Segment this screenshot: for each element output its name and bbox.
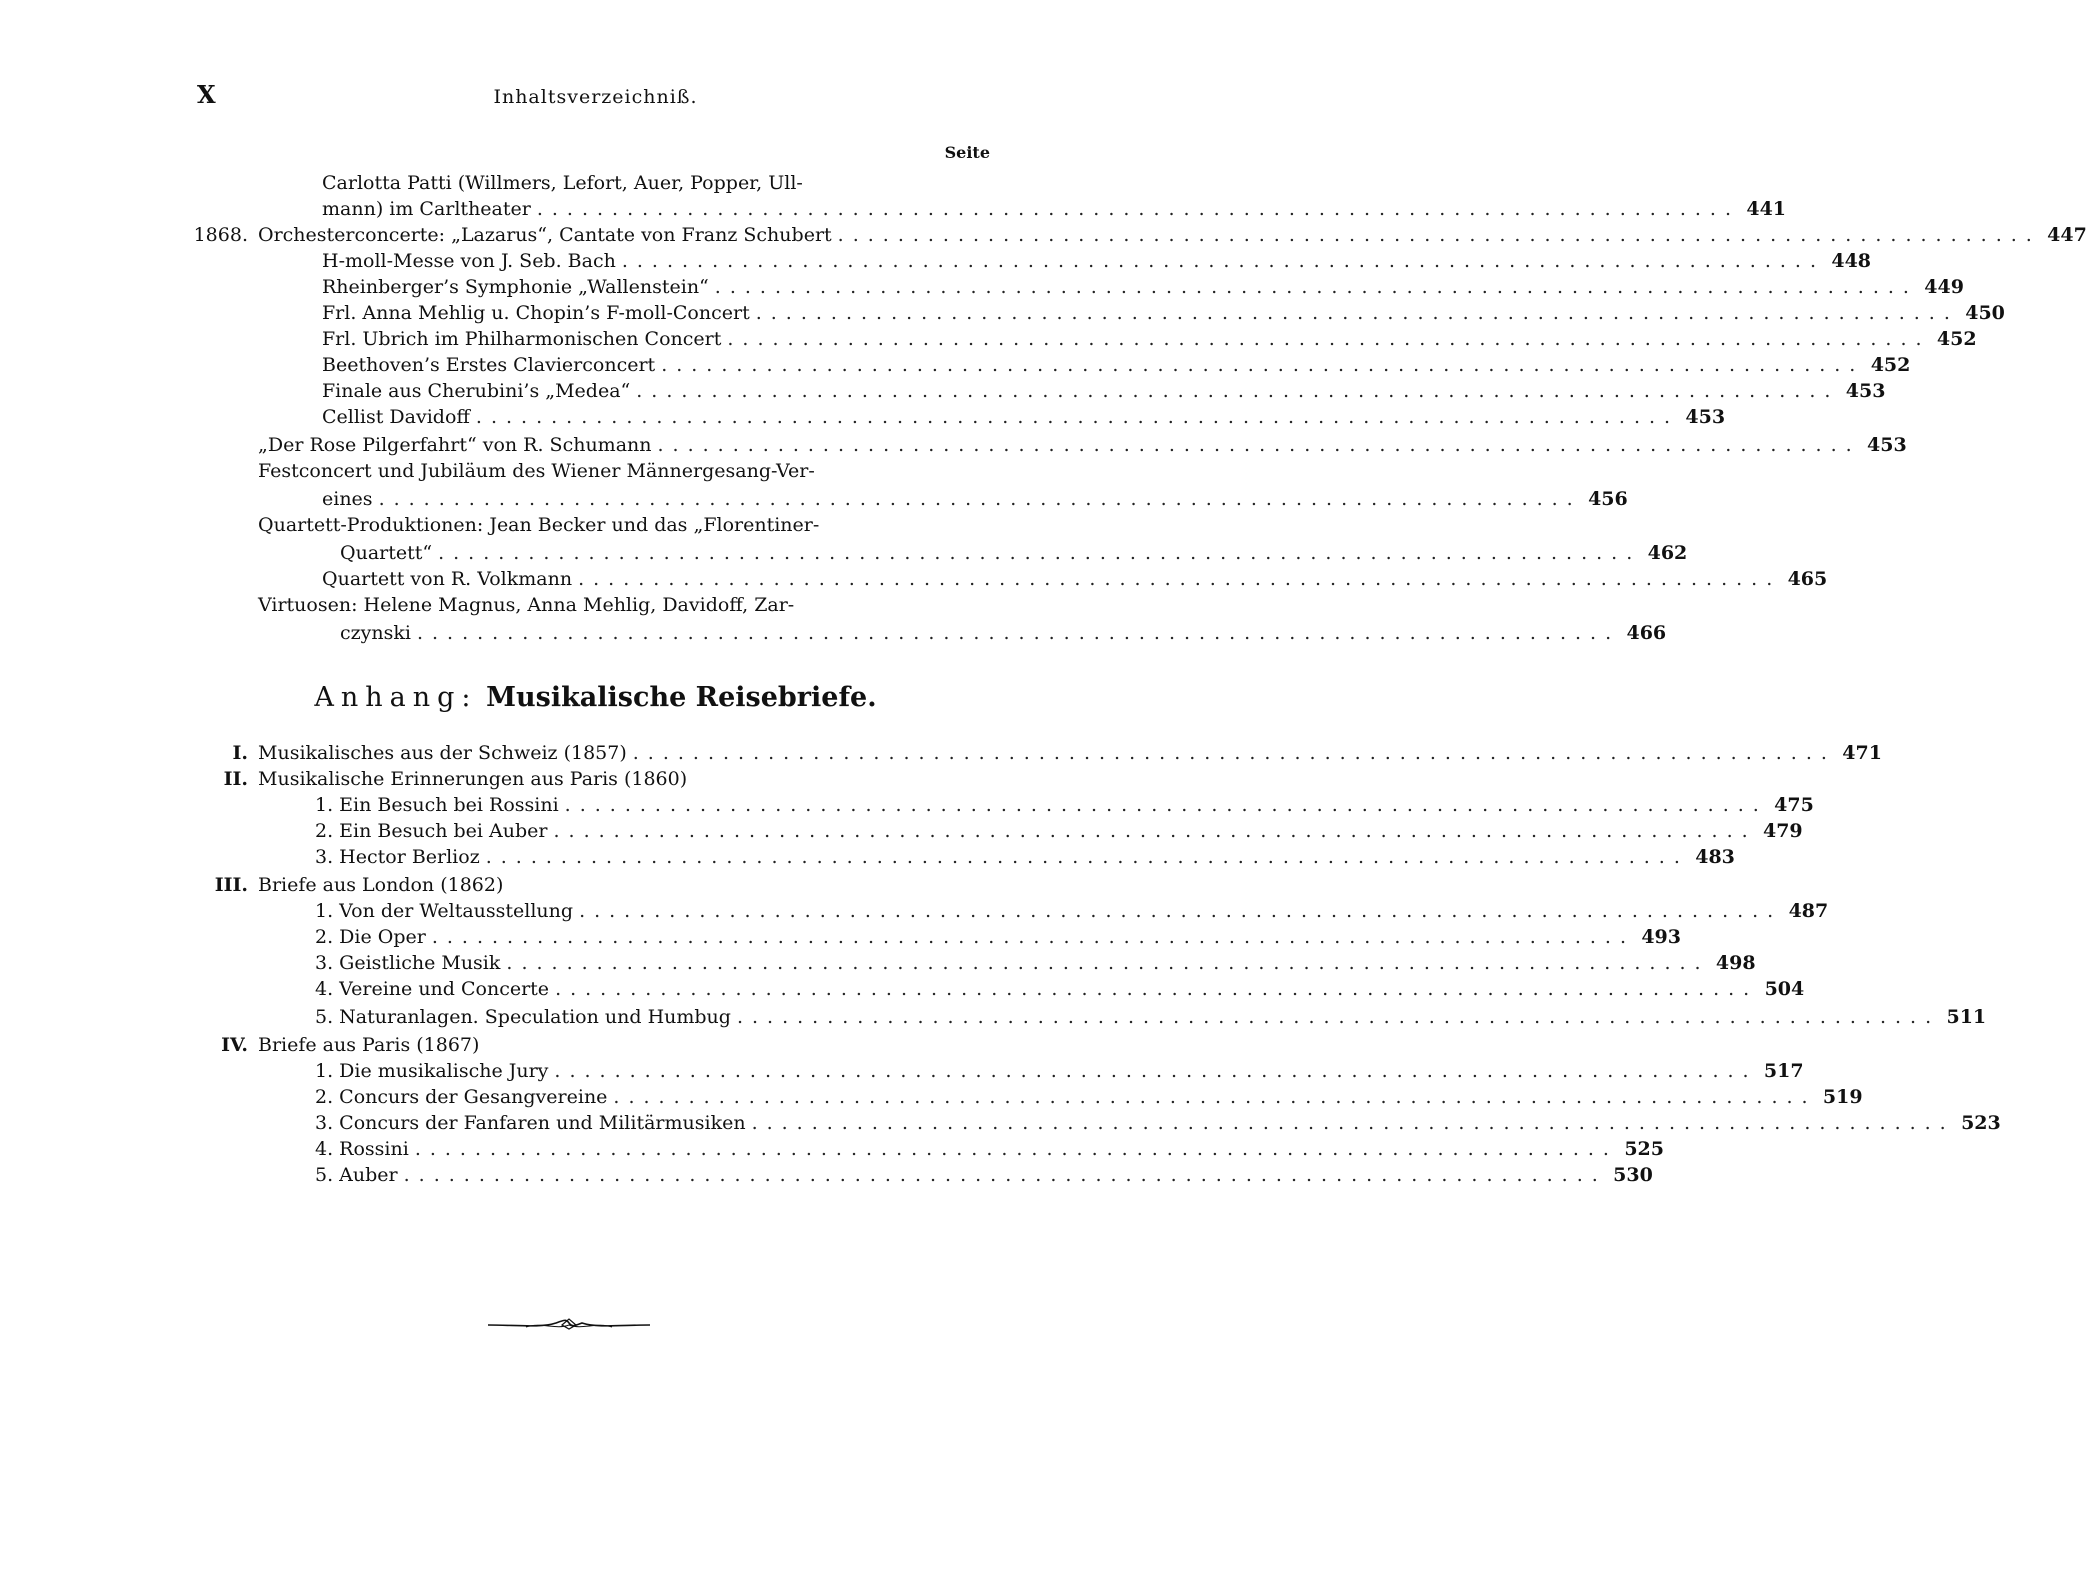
toc-entry xyxy=(322,404,1726,430)
toc-page-number: 471 xyxy=(1842,742,1882,764)
toc-entry-label: 3. Hector Berlioz xyxy=(315,846,480,868)
toc-entry xyxy=(340,540,1688,566)
toc-entry xyxy=(322,486,1628,512)
toc-entry-label: czynski xyxy=(340,622,411,644)
toc-entry xyxy=(315,1058,1804,1084)
toc-leader-dots: ................................................................................ xyxy=(579,900,1783,922)
appendix-heading xyxy=(0,682,1191,713)
toc-entry xyxy=(223,766,965,792)
toc-leader-dots: ................................................................................ xyxy=(553,820,1757,842)
toc-year: 1868. xyxy=(193,224,248,246)
toc-entry-label: Orchesterconcerte: „Lazarus“, Cantate von Franz Schubert xyxy=(258,224,832,246)
toc-entry xyxy=(315,950,1756,976)
toc-leader-dots: ................................................................................ xyxy=(378,488,1582,510)
toc-entry xyxy=(315,1162,1653,1188)
toc-entry-label: 2. Ein Besuch bei Auber xyxy=(315,820,548,842)
toc-page-number: 441 xyxy=(1746,198,1787,220)
ornament-divider-icon xyxy=(486,1314,652,1336)
toc-leader-dots: ................................................................................ xyxy=(837,224,2041,246)
toc-entry-label: Musikalisches aus der Schweiz (1857) xyxy=(258,742,627,764)
toc-entry-label: 1. Die musikalische Jury xyxy=(315,1060,549,1082)
toc-entry xyxy=(322,170,965,196)
toc-entry-label: Briefe aus London (1862) xyxy=(258,874,504,896)
toc-entry-label: 2. Concurs der Gesangvereine xyxy=(315,1086,608,1108)
toc-entry xyxy=(232,740,1882,766)
toc-entry xyxy=(322,274,1964,300)
toc-entry-label: 3. Geistliche Musik xyxy=(315,952,501,974)
toc-entry xyxy=(315,844,1735,870)
toc-entry-label: 5. Auber xyxy=(315,1164,398,1186)
toc-entry-label: Frl. Anna Mehlig u. Chopin’s F-moll-Concert xyxy=(322,302,750,324)
toc-entry xyxy=(322,326,1977,352)
toc-entry-label: Musikalische Erinnerungen aus Paris (1860) xyxy=(258,768,688,790)
toc-page-number: 448 xyxy=(1831,250,1872,272)
toc-entry-label: Virtuosen: Helene Magnus, Anna Mehlig, Davidoff, Zar- xyxy=(258,594,795,616)
toc-entry xyxy=(315,792,1814,818)
toc-entry-label: mann) im Carltheater xyxy=(322,198,531,220)
toc-entry xyxy=(322,300,2005,326)
toc-entry-label: Briefe aus Paris (1867) xyxy=(258,1034,480,1056)
toc-leader-dots: ................................................................................ xyxy=(438,542,1642,564)
toc-leader-dots: ................................................................................ xyxy=(475,406,1680,428)
toc-leader-dots: ................................................................................ xyxy=(621,250,1826,272)
toc-page-number: 511 xyxy=(1946,1006,1987,1028)
toc-page-number: 450 xyxy=(1965,302,2005,324)
toc-entry xyxy=(315,976,1805,1002)
toc-entry xyxy=(221,1032,965,1058)
toc-page-number: 449 xyxy=(1924,276,1964,298)
toc-page-number: 479 xyxy=(1762,820,1803,842)
toc-entry xyxy=(258,432,1907,458)
toc-entry xyxy=(258,592,965,618)
toc-entry-label: Quartett von R. Volkmann xyxy=(322,568,573,590)
toc-page-number: 517 xyxy=(1763,1060,1804,1082)
toc-entry-label: „Der Rose Pilgerfahrt“ von R. Schumann xyxy=(258,434,652,456)
toc-entry-label: Quartett-Produktionen: Jean Becker und das „Florentiner- xyxy=(258,514,820,536)
toc-entry xyxy=(315,924,1681,950)
toc-entry xyxy=(258,512,965,538)
toc-entry xyxy=(322,248,1872,274)
toc-entry-label: 2. Die Oper xyxy=(315,926,426,948)
toc-page-number: 498 xyxy=(1715,952,1756,974)
toc-entry xyxy=(322,196,1787,222)
toc-page-number: 487 xyxy=(1788,900,1829,922)
toc-leader-dots: ................................................................................ xyxy=(613,1086,1817,1108)
toc-entry xyxy=(193,222,2087,248)
toc-page-number: 452 xyxy=(1936,328,1977,350)
toc-leader-dots: ................................................................................ xyxy=(485,846,1689,868)
toc-page-number: 456 xyxy=(1588,488,1628,510)
toc-leader-dots: ................................................................................ xyxy=(727,328,1931,350)
toc-leader-dots: ................................................................................ xyxy=(751,1112,1955,1134)
toc-leader-dots: ................................................................................ xyxy=(661,354,1865,376)
toc-leader-dots: ................................................................................ xyxy=(554,1060,1758,1082)
toc-roman-numeral: IV. xyxy=(221,1034,248,1056)
toc-leader-dots: ................................................................................ xyxy=(403,1164,1607,1186)
toc-page-number: 452 xyxy=(1870,354,1911,376)
toc-leader-dots: ................................................................................ xyxy=(657,434,1861,456)
toc-entry xyxy=(315,898,1829,924)
toc-entry-label: Frl. Ubrich im Philharmonischen Concert xyxy=(322,328,722,350)
toc-page-number: 523 xyxy=(1961,1112,2001,1134)
toc-entry xyxy=(322,378,1886,404)
toc-leader-dots: ................................................................................ xyxy=(714,276,1918,298)
toc-entry-label: H-moll-Messe von J. Seb. Bach xyxy=(322,250,616,272)
toc-page-number: 466 xyxy=(1626,622,1667,644)
toc-entry-label: 5. Naturanlagen. Speculation und Humbug xyxy=(315,1006,731,1028)
toc-entry-label: Cellist Davidoff xyxy=(322,406,470,428)
toc-entry-label: eines xyxy=(322,488,373,510)
toc-entry-label: 1. Von der Weltausstellung xyxy=(315,900,574,922)
toc-entry-label: Quartett“ xyxy=(340,542,433,564)
toc-entry xyxy=(258,458,965,484)
toc-page-number: 525 xyxy=(1624,1138,1664,1160)
toc-entry xyxy=(214,872,965,898)
toc-entry-label: 3. Concurs der Fanfaren und Militärmusiken xyxy=(315,1112,746,1134)
toc-page-number: 465 xyxy=(1787,568,1828,590)
toc-page-number: 462 xyxy=(1647,542,1688,564)
toc-leader-dots: ................................................................................ xyxy=(632,742,1836,764)
toc-page-number: 493 xyxy=(1641,926,1681,948)
toc-entry-label: 1. Ein Besuch bei Rossini xyxy=(315,794,559,816)
appendix-title: Musikalische Reisebriefe. xyxy=(486,682,877,713)
toc-leader-dots: ................................................................................ xyxy=(578,568,1782,590)
toc-leader-dots: ................................................................................ xyxy=(414,1138,1618,1160)
toc-entry-label: Carlotta Patti (Willmers, Lefort, Auer, Popper, Ull- xyxy=(322,172,803,194)
toc-page-number: 453 xyxy=(1845,380,1886,402)
toc-entry-label: 4. Rossini xyxy=(315,1138,409,1160)
toc-entry xyxy=(322,566,1828,592)
toc-leader-dots: ................................................................................ xyxy=(736,1006,1941,1028)
toc-page-number: 475 xyxy=(1774,794,1814,816)
toc-page-number: 447 xyxy=(2047,224,2087,246)
toc-roman-numeral: II. xyxy=(223,768,248,790)
toc-page-number: 453 xyxy=(1867,434,1907,456)
toc-entry-label: 4. Vereine und Concerte xyxy=(315,978,550,1000)
toc-page-number: 530 xyxy=(1613,1164,1653,1186)
toc-entry xyxy=(315,1084,1863,1110)
toc-page-number: 453 xyxy=(1685,406,1726,428)
appendix-prefix: Anhang: xyxy=(314,682,478,713)
toc-leader-dots: ................................................................................ xyxy=(555,978,1759,1000)
toc-entry-label: Rheinberger’s Symphonie „Wallenstein“ xyxy=(322,276,709,298)
toc-entry xyxy=(315,818,1803,844)
toc-roman-numeral: I. xyxy=(232,742,248,764)
toc-leader-dots: ................................................................................ xyxy=(636,380,1840,402)
toc-leader-dots: ................................................................................ xyxy=(536,198,1741,220)
toc-leader-dots: ................................................................................ xyxy=(506,952,1710,974)
toc-entry xyxy=(315,1004,1987,1030)
running-title: Inhaltsverzeichniß. xyxy=(493,86,698,108)
toc-page-number: 504 xyxy=(1764,978,1805,1000)
toc-roman-numeral: III. xyxy=(214,874,248,896)
toc-entry-label: Finale aus Cherubini’s „Medea“ xyxy=(322,380,631,402)
toc-entry xyxy=(322,352,1911,378)
toc-entry-label: Beethoven’s Erstes Clavierconcert xyxy=(322,354,656,376)
toc-page-number: 519 xyxy=(1822,1086,1863,1108)
toc-entry xyxy=(315,1136,1664,1162)
toc-entry-label: Festconcert und Jubiläum des Wiener Männergesang-Ver- xyxy=(258,460,815,482)
toc-entry xyxy=(340,620,1667,646)
toc-leader-dots: ................................................................................ xyxy=(564,794,1768,816)
toc-leader-dots: ................................................................................ xyxy=(416,622,1621,644)
toc-entry xyxy=(315,1110,2001,1136)
page-number: X xyxy=(197,80,217,109)
toc-leader-dots: ................................................................................ xyxy=(431,926,1635,948)
page-column-label: Seite xyxy=(944,143,990,162)
toc-page-number: 483 xyxy=(1695,846,1735,868)
toc-leader-dots: ................................................................................ xyxy=(755,302,1959,324)
